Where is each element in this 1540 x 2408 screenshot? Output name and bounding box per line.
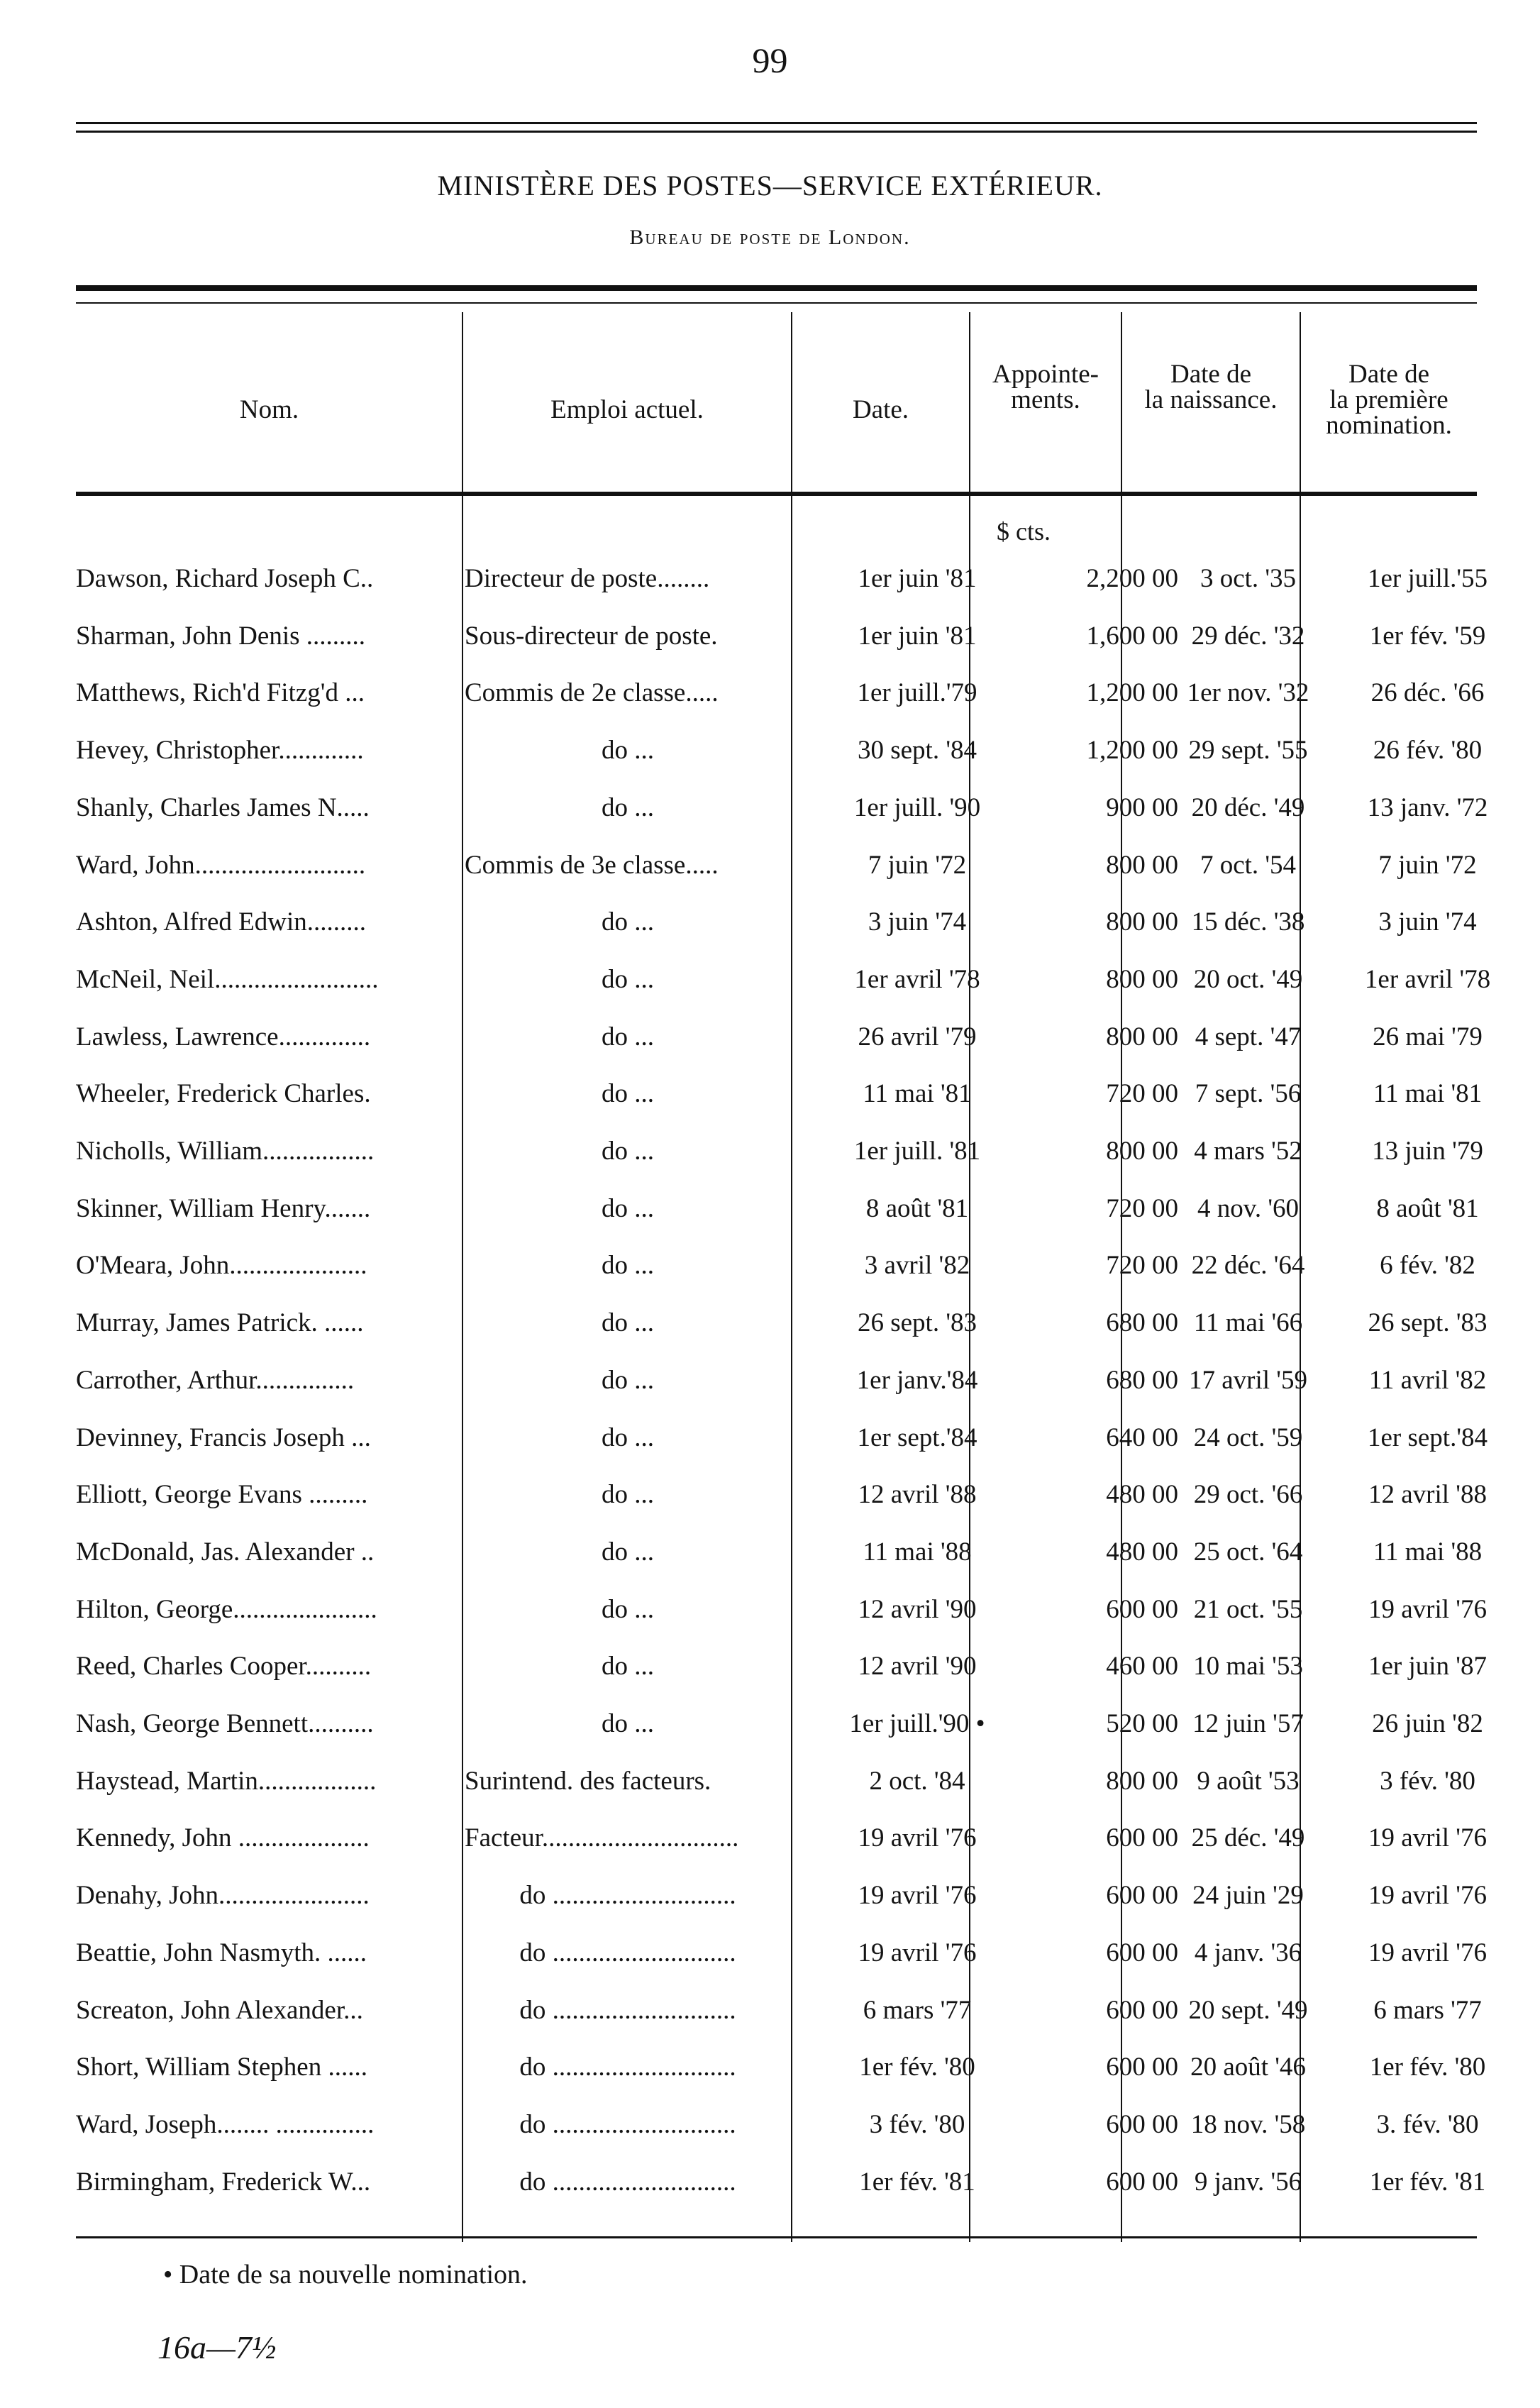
row-appointements: 1,600 00 — [1086, 622, 1178, 651]
row-date: 26 avril '79 — [858, 1022, 977, 1051]
table-row — [76, 2096, 1477, 2154]
row-emploi: Sous-directeur de poste. — [465, 622, 718, 651]
row-appointements: 520 00 — [1106, 1709, 1178, 1738]
page-number: 99 — [752, 40, 788, 80]
row-date-premiere-nomination: 1er fév. '81 — [1369, 2167, 1486, 2197]
row-appointements: 480 00 — [1106, 1537, 1178, 1567]
row-emploi: do ............................ — [519, 1938, 736, 1967]
row-appointements: 1,200 00 — [1086, 736, 1178, 765]
row-date: 11 mai '81 — [863, 1079, 972, 1108]
row-appointements: 600 00 — [1106, 2053, 1178, 2082]
row-appointements: 720 00 — [1106, 1251, 1178, 1280]
row-date-naissance: 4 sept. '47 — [1195, 1022, 1302, 1051]
row-date-premiere-nomination: 6 mars '77 — [1373, 1996, 1482, 2025]
row-date-premiere-nomination: 3. fév. '80 — [1376, 2110, 1479, 2139]
table-row — [76, 1409, 1488, 1467]
table-row — [76, 1237, 1477, 1295]
table-row — [76, 951, 1491, 1009]
row-appointements: 600 00 — [1106, 1938, 1178, 1967]
row-date: 7 juin '72 — [868, 851, 967, 880]
row-date-naissance: 1er nov. '32 — [1187, 678, 1309, 707]
row-date: 1er janv.'84 — [856, 1366, 978, 1395]
row-date: 19 avril '76 — [858, 1938, 977, 1967]
row-appointements: 720 00 — [1106, 1079, 1178, 1108]
table-row — [76, 1695, 1483, 1753]
row-appointements: 800 00 — [1106, 1137, 1178, 1166]
row-date: 12 avril '90 — [858, 1652, 977, 1681]
row-name: McNeil, Neil......................... — [76, 965, 379, 994]
row-date-premiere-nomination: 1er fév. '59 — [1369, 622, 1486, 651]
row-appointements: 480 00 — [1106, 1480, 1178, 1509]
row-name: Reed, Charles Cooper.......... — [76, 1652, 372, 1681]
table-row — [76, 836, 1477, 895]
row-emploi: do ... — [602, 1595, 654, 1624]
row-date: 1er juin '81 — [858, 622, 977, 651]
row-name: Ward, Joseph........ ............... — [76, 2110, 375, 2139]
row-appointements: 800 00 — [1106, 965, 1178, 994]
row-appointements: 600 00 — [1106, 1881, 1178, 1910]
row-name: Shanly, Charles James N..... — [76, 793, 370, 822]
row-date-premiere-nomination: 19 avril '76 — [1368, 1938, 1487, 1967]
row-date: 8 août '81 — [865, 1194, 969, 1223]
row-name: Elliott, George Evans ......... — [76, 1480, 368, 1509]
currency-header: $ cts. — [997, 517, 1051, 546]
table-row — [76, 1982, 1482, 2040]
row-date: 1er avril '78 — [854, 965, 980, 994]
row-date-premiere-nomination: 1er sept.'84 — [1367, 1423, 1488, 1452]
row-name: O'Meara, John..................... — [76, 1251, 367, 1280]
row-appointements: 460 00 — [1106, 1652, 1178, 1681]
table-row — [76, 893, 1477, 951]
row-name: Birmingham, Frederick W... — [76, 2167, 371, 2197]
row-emploi: Commis de 3e classe..... — [465, 851, 719, 880]
row-emploi: Facteur.............................. — [465, 1823, 739, 1852]
row-date-naissance: 11 mai '66 — [1193, 1308, 1303, 1337]
table-bottom-rule — [76, 2236, 1477, 2238]
row-date: 12 avril '88 — [858, 1480, 977, 1509]
row-date-premiere-nomination: 3 fév. '80 — [1380, 1767, 1475, 1796]
table-row — [76, 1352, 1487, 1410]
row-emploi: do ... — [602, 1251, 654, 1280]
row-emploi: do ... — [602, 1652, 654, 1681]
row-date-naissance: 25 déc. '49 — [1191, 1823, 1305, 1852]
row-name: Ward, John.......................... — [76, 851, 366, 880]
row-name: Denahy, John....................... — [76, 1881, 370, 1910]
row-date-naissance: 4 janv. '36 — [1194, 1938, 1302, 1967]
col-header-naissance-line-2: la naissance. — [1144, 385, 1278, 414]
row-appointements: 800 00 — [1106, 851, 1178, 880]
top-rule-thin — [76, 122, 1477, 124]
row-date: 30 sept. '84 — [857, 736, 977, 765]
row-date-premiere-nomination: 19 avril '76 — [1368, 1881, 1487, 1910]
row-date: 12 avril '90 — [858, 1595, 977, 1624]
row-appointements: 800 00 — [1106, 1022, 1178, 1051]
row-name: Nicholls, William................. — [76, 1137, 375, 1166]
col-header-premiere — [1301, 362, 1477, 438]
row-date-naissance: 20 déc. '49 — [1191, 793, 1305, 822]
row-appointements: 800 00 — [1106, 1767, 1178, 1796]
col-header-premiere-line-2: la première — [1329, 385, 1448, 414]
row-name: Ashton, Alfred Edwin......... — [76, 907, 367, 937]
row-name: Wheeler, Frederick Charles. — [76, 1079, 371, 1108]
row-emploi: do ... — [602, 1079, 654, 1108]
row-emploi: do ............................ — [519, 2110, 736, 2139]
row-date-naissance: 21 oct. '55 — [1193, 1595, 1303, 1624]
row-appointements: 640 00 — [1106, 1423, 1178, 1452]
row-date-naissance: 4 mars '52 — [1194, 1137, 1302, 1166]
row-date-naissance: 4 nov. '60 — [1197, 1194, 1299, 1223]
table-row — [76, 1809, 1487, 1867]
table-row — [76, 664, 1485, 722]
document-title: MINISTÈRE DES POSTES—SERVICE EXTÉRIEUR. — [437, 170, 1103, 201]
row-date-premiere-nomination: 11 avril '82 — [1368, 1366, 1487, 1395]
row-name: McDonald, Jas. Alexander .. — [76, 1537, 375, 1567]
row-emploi: do ... — [602, 1709, 654, 1738]
row-appointements: 600 00 — [1106, 1823, 1178, 1852]
row-emploi: do ............................ — [519, 1881, 736, 1910]
row-name: Matthews, Rich'd Fitzg'd ... — [76, 678, 365, 707]
row-date-premiere-nomination: 1er juin '87 — [1368, 1652, 1487, 1681]
footnote: • Date de sa nouvelle nomination. — [163, 2260, 528, 2290]
col-header-appointements-line-2: ments. — [1011, 385, 1080, 414]
table-row — [76, 722, 1483, 780]
row-date-naissance: 25 oct. '64 — [1193, 1537, 1303, 1567]
table-row — [76, 1637, 1487, 1696]
table-row — [76, 1523, 1483, 1581]
row-name: Murray, James Patrick. ...... — [76, 1308, 364, 1337]
row-name: Kennedy, John .................... — [76, 1823, 370, 1852]
table-row — [76, 550, 1488, 608]
row-date-naissance: 24 juin '29 — [1192, 1881, 1304, 1910]
row-date-naissance: 15 déc. '38 — [1191, 907, 1305, 937]
table-row — [76, 1294, 1488, 1352]
row-date-naissance: 20 oct. '49 — [1193, 965, 1303, 994]
row-appointements: 600 00 — [1106, 1996, 1178, 2025]
row-date-premiere-nomination: 11 mai '88 — [1373, 1537, 1483, 1567]
col-header-emploi: Emploi actuel. — [550, 395, 704, 424]
row-name: Lawless, Lawrence.............. — [76, 1022, 371, 1051]
col-header-nom: Nom. — [239, 395, 299, 424]
row-date: 3 avril '82 — [864, 1251, 970, 1280]
row-date-naissance: 20 sept. '49 — [1188, 1996, 1308, 2025]
table-row — [76, 1008, 1483, 1066]
row-name: Devinney, Francis Joseph ... — [76, 1423, 371, 1452]
table-row — [76, 2038, 1486, 2097]
row-name: Dawson, Richard Joseph C.. — [76, 564, 374, 593]
col-header-naissance — [1122, 362, 1300, 413]
row-date-naissance: 20 août '46 — [1190, 2053, 1306, 2082]
row-date-premiere-nomination: 7 juin '72 — [1378, 851, 1477, 880]
row-date-premiere-nomination: 1er avril '78 — [1364, 965, 1491, 994]
row-emploi: do ... — [602, 1194, 654, 1223]
row-date-naissance: 17 avril '59 — [1189, 1366, 1307, 1395]
row-emploi: do ............................ — [519, 1996, 736, 2025]
row-name: Hilton, George...................... — [76, 1595, 377, 1624]
col-header-naissance-line-1: Date de — [1170, 360, 1252, 389]
row-date-premiere-nomination: 13 janv. '72 — [1367, 793, 1488, 822]
row-date: 2 oct. '84 — [869, 1767, 965, 1796]
row-emploi: do ... — [602, 1423, 654, 1452]
row-date-premiere-nomination: 12 avril '88 — [1368, 1480, 1487, 1509]
row-emploi: Surintend. des facteurs. — [465, 1767, 711, 1796]
row-date: 3 fév. '80 — [869, 2110, 965, 2139]
table-row — [76, 607, 1486, 665]
row-emploi: do ............................ — [519, 2167, 736, 2197]
row-name: Sharman, John Denis ......... — [76, 622, 365, 651]
row-date-premiere-nomination: 26 fév. '80 — [1373, 736, 1483, 765]
row-emploi: do ... — [602, 1308, 654, 1337]
row-date: 19 avril '76 — [858, 1823, 977, 1852]
document-subtitle: Bureau de poste de London. — [629, 226, 911, 249]
row-appointements: 680 00 — [1106, 1308, 1178, 1337]
row-date-premiere-nomination: 8 août '81 — [1376, 1194, 1479, 1223]
row-emploi: do ... — [602, 1537, 654, 1567]
row-date-premiere-nomination: 26 déc. '66 — [1370, 678, 1485, 707]
table-row — [76, 1122, 1483, 1181]
row-date-premiere-nomination: 13 juin '79 — [1372, 1137, 1483, 1166]
row-emploi: do ... — [602, 793, 654, 822]
row-date-premiere-nomination: 1er fév. '80 — [1369, 2053, 1486, 2082]
row-name: Beattie, John Nasmyth. ...... — [76, 1938, 367, 1967]
table-top-rule-thick — [76, 285, 1477, 291]
row-date-naissance: 12 juin '57 — [1192, 1709, 1304, 1738]
table-row — [76, 2153, 1486, 2211]
row-emploi: do ... — [602, 965, 654, 994]
row-appointements: 680 00 — [1106, 1366, 1178, 1395]
row-date: 1er juill. '90 — [853, 793, 981, 822]
row-appointements: 1,200 00 — [1086, 678, 1178, 707]
row-emploi: do ... — [602, 1137, 654, 1166]
row-appointements: 600 00 — [1106, 2110, 1178, 2139]
row-date: 1er sept.'84 — [857, 1423, 977, 1452]
table-top-rule-thin — [76, 302, 1477, 304]
row-date: 11 mai '88 — [863, 1537, 972, 1567]
row-date: 19 avril '76 — [858, 1881, 977, 1910]
row-date-naissance: 24 oct. '59 — [1193, 1423, 1303, 1452]
row-appointements: 900 00 — [1106, 793, 1178, 822]
row-date-naissance: 29 sept. '55 — [1188, 736, 1308, 765]
row-emploi: Commis de 2e classe..... — [465, 678, 719, 707]
row-appointements: 800 00 — [1106, 907, 1178, 937]
col-header-appointements-line-1: Appointe- — [992, 360, 1099, 389]
row-emploi: do ............................ — [519, 2053, 736, 2082]
row-date-naissance: 7 oct. '54 — [1200, 851, 1297, 880]
row-date: 1er fév. '81 — [859, 2167, 975, 2197]
top-rule-thin-2 — [76, 131, 1477, 133]
table-row — [76, 779, 1488, 837]
row-emploi: Directeur de poste........ — [465, 564, 710, 593]
row-appointements: 600 00 — [1106, 2167, 1178, 2197]
row-date-naissance: 9 août '53 — [1197, 1767, 1300, 1796]
header-bottom-rule-thick — [76, 492, 1477, 496]
row-date: 1er fév. '80 — [859, 2053, 975, 2082]
row-appointements: 720 00 — [1106, 1194, 1178, 1223]
row-date-naissance: 10 mai '53 — [1193, 1652, 1303, 1681]
table-row — [76, 1466, 1487, 1524]
row-emploi: do ... — [602, 736, 654, 765]
row-date: 1er juill.'79 — [857, 678, 977, 707]
row-date-premiere-nomination: 11 mai '81 — [1373, 1079, 1483, 1108]
row-emploi: do ... — [602, 1022, 654, 1051]
row-date-premiere-nomination: 26 sept. '83 — [1368, 1308, 1488, 1337]
row-name: Hevey, Christopher............. — [76, 736, 364, 765]
row-emploi: do ... — [602, 1480, 654, 1509]
row-date-premiere-nomination: 6 fév. '82 — [1380, 1251, 1475, 1280]
table-row — [76, 1180, 1477, 1238]
col-header-date: Date. — [852, 395, 909, 424]
row-name: Short, William Stephen ...... — [76, 2053, 367, 2082]
row-date: 1er juill. '81 — [853, 1137, 981, 1166]
row-date: 1er juin '81 — [858, 564, 977, 593]
row-emploi: do ... — [602, 907, 654, 937]
col-header-appointements — [970, 362, 1121, 413]
table-row — [76, 1581, 1487, 1639]
row-date-premiere-nomination: 3 juin '74 — [1378, 907, 1477, 937]
row-date-premiere-nomination: 19 avril '76 — [1368, 1823, 1487, 1852]
row-date-naissance: 18 nov. '58 — [1190, 2110, 1306, 2139]
row-date-premiere-nomination: 1er juill.'55 — [1367, 564, 1488, 593]
row-date: 26 sept. '83 — [857, 1308, 977, 1337]
row-date: 3 juin '74 — [868, 907, 967, 937]
row-appointements: 2,200 00 — [1086, 564, 1178, 593]
row-name: Nash, George Bennett.......... — [76, 1709, 374, 1738]
row-date: 1er juill.'90 • — [849, 1709, 985, 1738]
row-date-naissance: 22 déc. '64 — [1191, 1251, 1305, 1280]
table-row — [76, 1752, 1477, 1811]
col-header-premiere-line-3: nomination. — [1326, 411, 1452, 440]
row-name: Haystead, Martin.................. — [76, 1767, 377, 1796]
row-date-naissance: 3 oct. '35 — [1200, 564, 1297, 593]
signature-mark: 16a—7½ — [157, 2329, 277, 2365]
row-date-naissance: 9 janv. '56 — [1194, 2167, 1302, 2197]
row-name: Carrother, Arthur............... — [76, 1366, 355, 1395]
row-emploi: do ... — [602, 1366, 654, 1395]
row-date-naissance: 7 sept. '56 — [1195, 1079, 1302, 1108]
row-date-premiere-nomination: 19 avril '76 — [1368, 1595, 1487, 1624]
row-name: Screaton, John Alexander... — [76, 1996, 363, 2025]
row-date-naissance: 29 déc. '32 — [1191, 622, 1305, 651]
table-row — [76, 1924, 1487, 1982]
row-date: 6 mars '77 — [863, 1996, 972, 2025]
table-row — [76, 1867, 1487, 1925]
row-appointements: 600 00 — [1106, 1595, 1178, 1624]
row-date-naissance: 29 oct. '66 — [1193, 1480, 1303, 1509]
table-row — [76, 1065, 1483, 1123]
row-date-premiere-nomination: 26 juin '82 — [1372, 1709, 1483, 1738]
col-header-premiere-line-1: Date de — [1348, 360, 1430, 389]
row-date-premiere-nomination: 26 mai '79 — [1373, 1022, 1483, 1051]
row-name: Skinner, William Henry....... — [76, 1194, 371, 1223]
